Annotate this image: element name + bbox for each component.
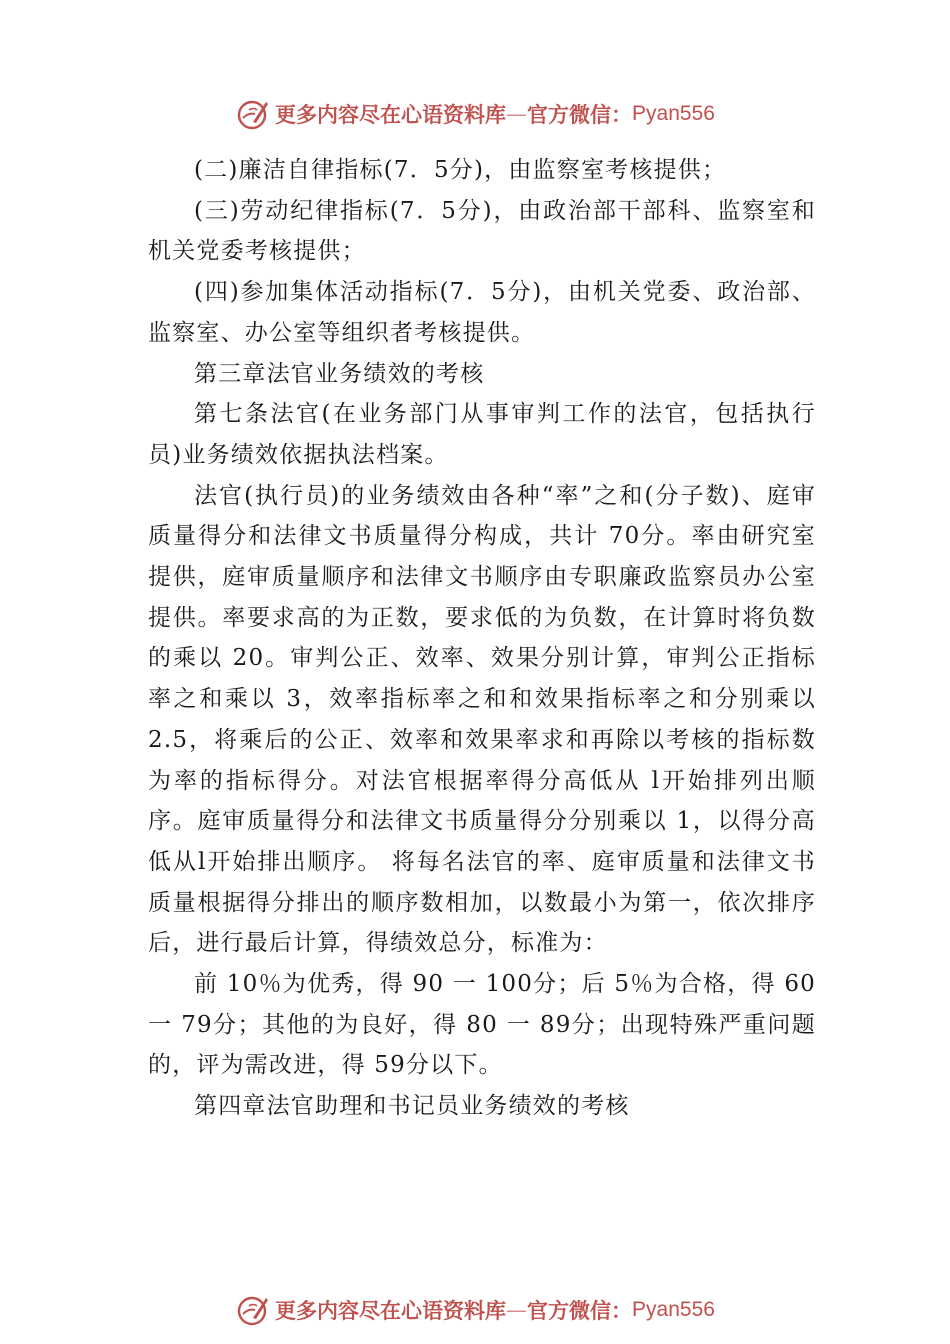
watermark-brand: 更多内容尽在心语资料库 bbox=[275, 1298, 507, 1323]
footer-watermark bbox=[0, 1290, 950, 1330]
watermark-brand: 更多内容尽在心语资料库 bbox=[275, 102, 507, 127]
watermark-id: Pyan556 bbox=[632, 102, 715, 125]
chapter-heading: 第四章法官助理和书记员业务绩效的考核 bbox=[194, 1093, 630, 1120]
watermark-dash: — bbox=[506, 102, 528, 126]
paragraph: 第七条法官(在业务部门从事审判工作的法官，包括执行员)业务绩效依据执法档案。 bbox=[148, 401, 816, 468]
paragraph: (三)劳动纪律指标(7．5分)，由政治部干部科、监察室和机关党委考核提供； bbox=[148, 197, 816, 265]
paragraph: 前 10％为优秀，得 90 一 100分；后 5％为合格，得 60 一 79分；其他的为良好，得 80 一 89分；出现特殊严重问题的，评为需改进，得 59分以下。 bbox=[148, 971, 816, 1079]
paragraph: 法官(执行员)的业务绩效由各种“率”之和(分子数)、庭审质量得分和法律文书质量得分构成，共计 70分。率由研究室提供，庭审质量顺序和法律文书顺序由专职廉政监察员办公室提供。率要求高的为正数，要求低的为负数，在计算时将负数的乘以 20。审判公正、效率、效果分别计算，审判公正指标率之和乘以 3，效率指标率之和和效果指标率之和分别乘以 2.5，将乘后的公正、效率和效果率求和再除以考核的指标数为率的指标得分。对法官根据率得分高低从 l开始排列出顺序。庭审质量得分和法律文书质量得分分别乘以 1，以得分高低从l开始排出顺序。 将每名法官的率、庭审质量和法律文书质量根据得分排出的顺序数相加，以数最小为第一，依次排序后，进行最后计算，得绩效总分，标准为： bbox=[148, 482, 816, 957]
watermark-label: 官方微信： bbox=[527, 1298, 633, 1323]
paragraph: (四)参加集体活动指标(7．5分)，由机关党委、政治部、监察室、办公室等组织者考核提供。 bbox=[148, 279, 816, 346]
watermark-id: Pyan556 bbox=[632, 1298, 715, 1321]
quill-logo-icon bbox=[235, 1292, 271, 1328]
paragraph: (二)廉洁自律指标(7．5分)，由监察室考核提供； bbox=[194, 157, 727, 183]
chapter-heading: 第三章法官业务绩效的考核 bbox=[194, 360, 485, 387]
document-body bbox=[148, 150, 816, 1127]
header-watermark bbox=[0, 94, 950, 134]
watermark-label: 官方微信： bbox=[527, 102, 633, 127]
quill-logo-icon bbox=[235, 96, 271, 132]
watermark-dash: — bbox=[506, 1298, 528, 1322]
